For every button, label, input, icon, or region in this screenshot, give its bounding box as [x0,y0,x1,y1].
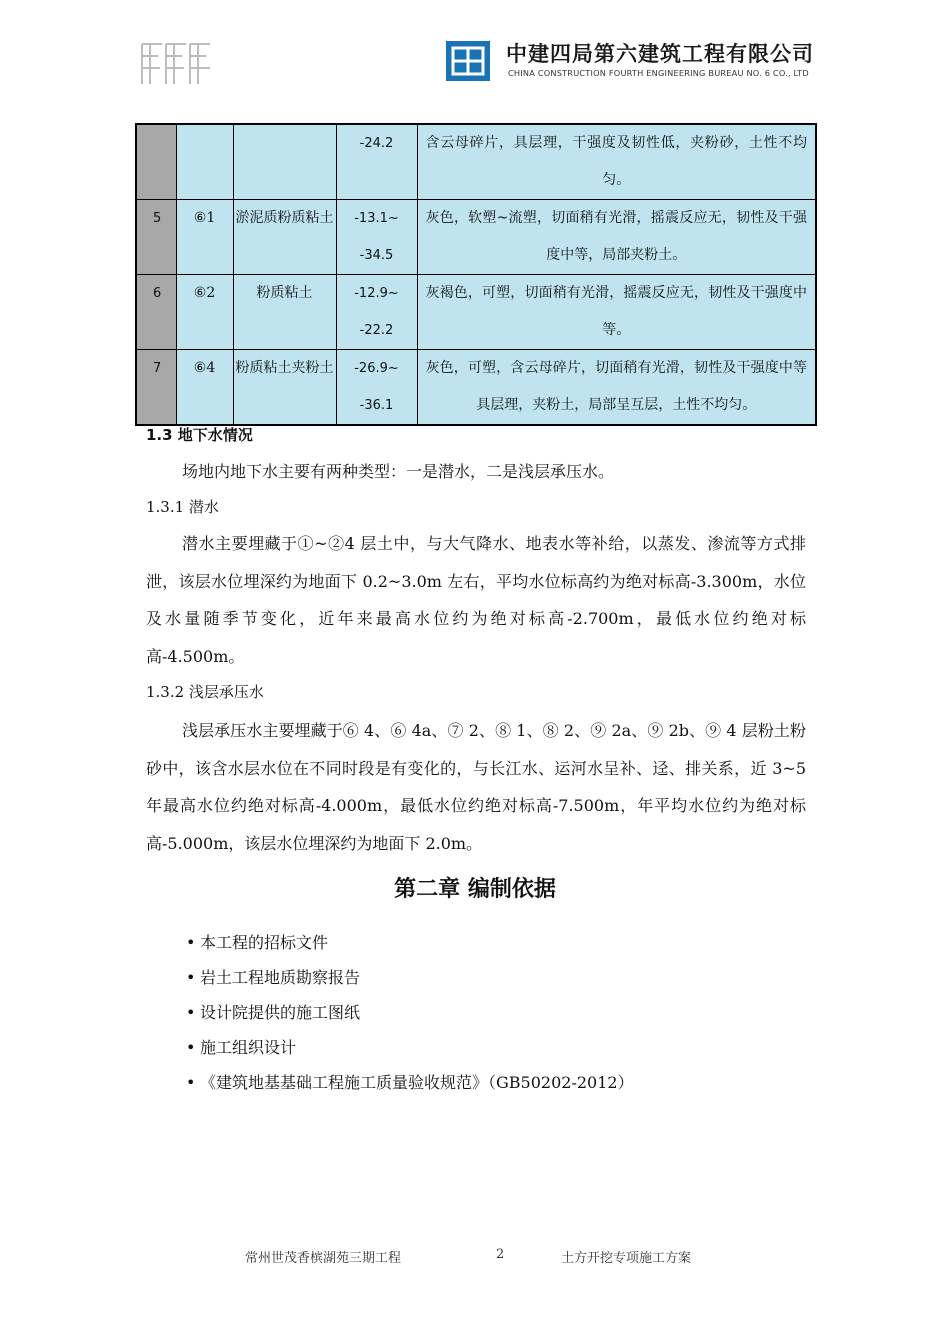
cell-description: 含云母碎片，具层理，干强度及韧性低，夹粉砂，土性不均匀。 [417,124,816,200]
fff-logo-icon [140,42,212,86]
cell-elevation: -24.2 [336,124,417,200]
cell-name: 淤泥质粉质粘土 [233,200,336,275]
cell-elevation: -12.9~ -22.2 [336,275,417,350]
list-item: • 《建筑地基基础工程施工质量验收规范》（GB50202-2012） [186,1066,634,1101]
cell-no: 5 [136,200,176,275]
phreatic-water-text: 潜水主要埋藏于①~②4 层土中，与大气降水、地表水等补给，以蒸发、渗流等方式排泄，该层水位埋深约为地面下 0.2~3.0m 左右，平均水位标高约为绝对标高-3.300m，水位及水量随季节变化，近年来最高水位约为绝对标高-2.700m，最低水位约绝对标高-4.500m。 [146,534,806,666]
table-row [136,350,816,426]
footer-doc-title: 土方开挖专项施工方案 [561,1251,692,1266]
soil-layer-table [135,123,817,426]
cell-code: ⑥2 [176,275,233,350]
bullet-icon: • [186,1073,196,1092]
company-name-en: CHINA CONSTRUCTION FOURTH ENGINEERING BUREAU NO. 6 CO., LTD [508,68,809,78]
subsection-title-phreatic: 1.3.1 潜水 [146,498,219,516]
cell-description: 灰褐色，可塑，切面稍有光滑，摇震反应无，韧性及干强度中等。 [417,275,816,350]
page-header [0,0,950,110]
confined-water-text: 浅层承压水主要埋藏于⑥ 4、⑥ 4a、⑦ 2、⑧ 1、⑧ 2、⑨ 2a、⑨ 2b、⑨ 4 层粉土粉砂中，该含水层水位在不同时段是有变化的，与长江水、运河水呈补、迳、排关系，近 3~5 年最高水位约绝对标高-4.000m，最低水位约绝对标高-7.500m，年平均水位约为绝对标高-5.000m，该层水位埋深约为地面下 2.0m。 [146,721,806,853]
cell-no: 7 [136,350,176,426]
table-row [136,275,816,350]
table-row [136,200,816,275]
list-item: • 本工程的招标文件 [186,926,634,961]
cell-no: 6 [136,275,176,350]
section-title-groundwater: 1.3 地下水情况 [146,426,253,444]
bullet-icon: • [186,1003,196,1022]
chapter-title: 第二章 编制依据 [394,877,556,902]
subsection-title-confined: 1.3.2 浅层承压水 [146,683,264,701]
basis-list [186,926,634,1101]
cell-description: 灰色，可塑，含云母碎片，切面稍有光滑，韧性及干强度中等具层理，夹粉土，局部呈互层，土性不均匀。 [417,350,816,426]
list-item: • 设计院提供的施工图纸 [186,996,634,1031]
list-item: • 施工组织设计 [186,1031,634,1066]
cell-name [233,124,336,200]
bullet-icon: • [186,968,196,987]
footer-project: 常州世茂香槟湖苑三期工程 [245,1251,402,1266]
bullet-icon: • [186,933,196,952]
footer-page-number: 2 [496,1247,505,1262]
list-item: • 岩土工程地质勘察报告 [186,961,634,996]
cell-code: ⑥1 [176,200,233,275]
cell-code [176,124,233,200]
cell-code: ⑥4 [176,350,233,426]
cell-elevation: -13.1~ -34.5 [336,200,417,275]
bullet-icon: • [186,1038,196,1057]
cell-elevation: -26.9~ -36.1 [336,350,417,426]
company-name-cn: 中建四局第六建筑工程有限公司 [506,42,814,66]
table-row [136,124,816,200]
groundwater-intro: 场地内地下水主要有两种类型：一是潜水，二是浅层承压水。 [182,462,615,481]
cell-name: 粉质粘土夹粉土 [233,350,336,426]
cell-description: 灰色，软塑~流塑，切面稍有光滑，摇震反应无，韧性及干强度中等，局部夹粉土。 [417,200,816,275]
company-logo-icon [446,41,490,81]
cell-no [136,124,176,200]
cell-name: 粉质粘土 [233,275,336,350]
